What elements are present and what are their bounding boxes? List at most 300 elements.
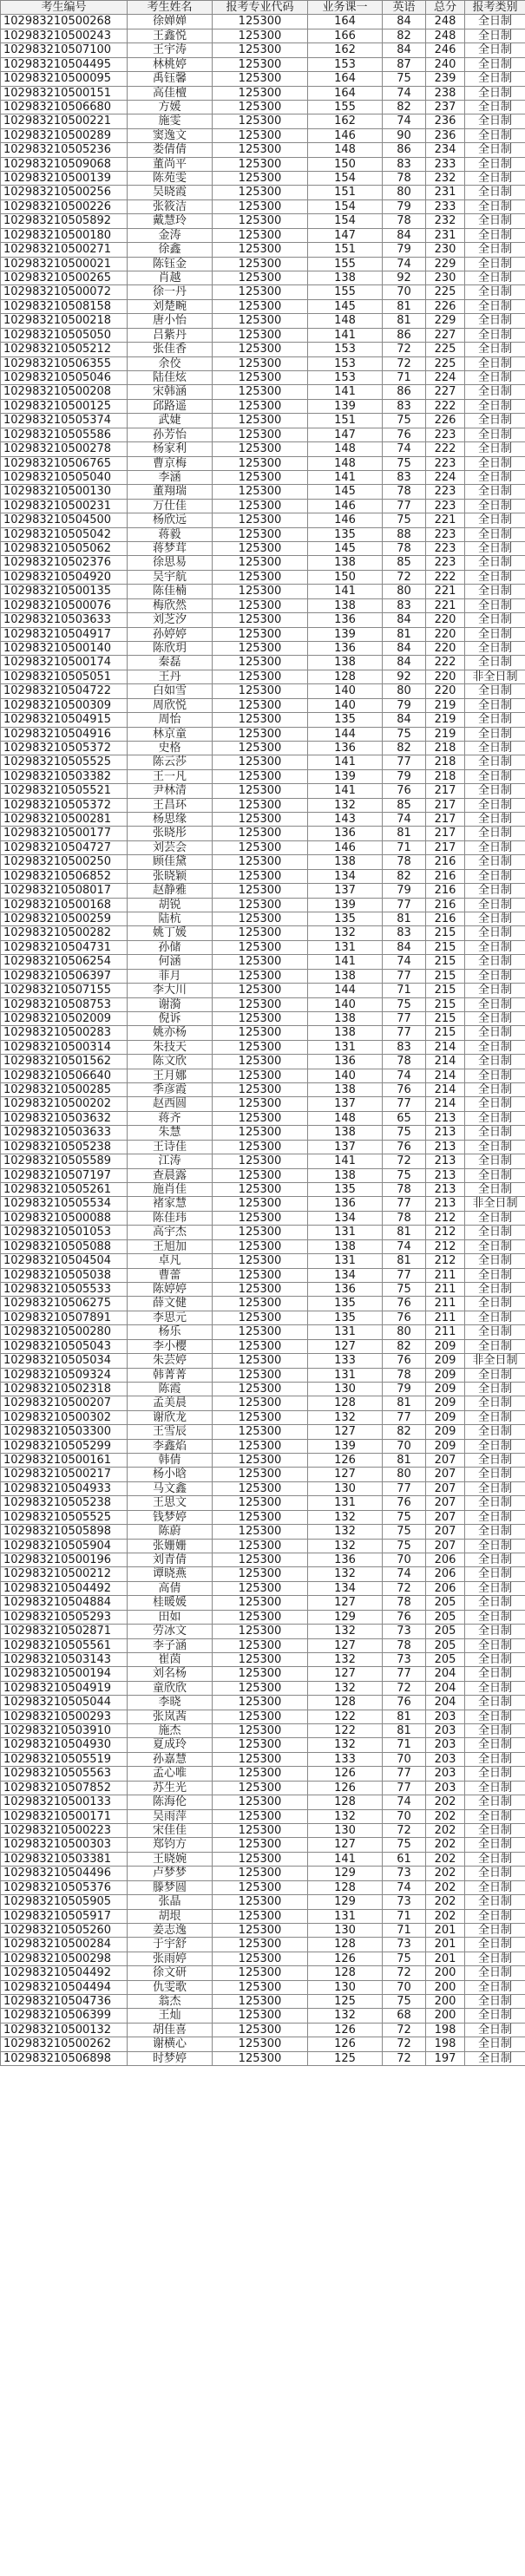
cell-total-score: 222	[426, 400, 465, 414]
cell-study-type: 全日制	[465, 955, 525, 969]
cell-major-code: 125300	[213, 428, 308, 442]
cell-subject-one-score: 146	[308, 841, 383, 855]
cell-candidate-name: 杨欣远	[128, 513, 213, 527]
cell-total-score: 202	[426, 1795, 465, 1809]
cell-study-type: 全日制	[465, 899, 525, 912]
cell-major-code: 125300	[213, 1924, 308, 1938]
cell-subject-one-score: 151	[308, 414, 383, 428]
cell-english-score: 84	[383, 15, 426, 29]
cell-candidate-id: 102983210509068	[1, 158, 128, 172]
cell-study-type: 全日制	[465, 571, 525, 585]
cell-english-score: 73	[383, 1895, 426, 1909]
cell-english-score: 79	[383, 770, 426, 784]
cell-english-score: 77	[383, 1026, 426, 1040]
cell-english-score: 76	[383, 1696, 426, 1710]
cell-candidate-name: 马文鑫	[128, 1482, 213, 1496]
cell-english-score: 84	[383, 656, 426, 670]
cell-subject-one-score: 129	[308, 1611, 383, 1625]
cell-candidate-name: 姚丁媛	[128, 926, 213, 940]
cell-total-score: 215	[426, 955, 465, 969]
cell-study-type: 全日制	[465, 926, 525, 940]
cell-english-score: 75	[383, 1995, 426, 2009]
cell-total-score: 229	[426, 258, 465, 271]
cell-total-score: 223	[426, 485, 465, 499]
cell-english-score: 81	[383, 300, 426, 314]
cell-english-score: 72	[383, 1582, 426, 1596]
cell-total-score: 211	[426, 1297, 465, 1311]
cell-english-score: 82	[383, 29, 426, 43]
cell-subject-one-score: 126	[308, 1952, 383, 1966]
cell-subject-one-score: 145	[308, 542, 383, 556]
cell-candidate-id: 102983210500221	[1, 114, 128, 128]
cell-study-type: 全日制	[465, 114, 525, 128]
cell-candidate-id: 102983210507891	[1, 1311, 128, 1325]
cell-candidate-id: 102983210500289	[1, 129, 128, 143]
cell-study-type: 全日制	[465, 1340, 525, 1354]
cell-study-type: 全日制	[465, 343, 525, 356]
cell-major-code: 125300	[213, 1197, 308, 1211]
cell-total-score: 215	[426, 998, 465, 1012]
cell-candidate-name: 王宇涛	[128, 43, 213, 57]
cell-candidate-id: 102983210503632	[1, 1112, 128, 1126]
cell-candidate-id: 102983210505299	[1, 1440, 128, 1454]
cell-english-score: 72	[383, 1682, 426, 1696]
cell-subject-one-score: 134	[308, 870, 383, 884]
cell-english-score: 83	[383, 1041, 426, 1055]
cell-subject-one-score: 137	[308, 1097, 383, 1111]
cell-candidate-id: 102983210500076	[1, 599, 128, 613]
cell-total-score: 224	[426, 371, 465, 385]
cell-candidate-name: 刘芸会	[128, 841, 213, 855]
cell-study-type: 全日制	[465, 87, 525, 101]
cell-study-type: 全日制	[465, 2009, 525, 2023]
header-total-score: 总分	[426, 1, 465, 15]
cell-subject-one-score: 128	[308, 1881, 383, 1895]
cell-study-type: 全日制	[465, 755, 525, 769]
cell-candidate-name: 卓凡	[128, 1254, 213, 1268]
cell-study-type: 全日制	[465, 357, 525, 371]
cell-total-score: 209	[426, 1340, 465, 1354]
cell-candidate-id: 102983210500088	[1, 1212, 128, 1226]
cell-candidate-id: 102983210505374	[1, 414, 128, 428]
cell-study-type: 全日制	[465, 599, 525, 613]
cell-english-score: 71	[383, 371, 426, 385]
cell-major-code: 125300	[213, 1169, 308, 1183]
cell-major-code: 125300	[213, 813, 308, 827]
cell-subject-one-score: 126	[308, 1767, 383, 1781]
cell-candidate-name: 王雪辰	[128, 1425, 213, 1439]
cell-candidate-id: 102983210504736	[1, 1995, 128, 2009]
cell-english-score: 71	[383, 984, 426, 997]
cell-total-score: 212	[426, 1212, 465, 1226]
cell-total-score: 214	[426, 1069, 465, 1083]
cell-subject-one-score: 131	[308, 1254, 383, 1268]
cell-subject-one-score: 145	[308, 300, 383, 314]
cell-total-score: 203	[426, 1724, 465, 1738]
cell-study-type: 全日制	[465, 1482, 525, 1496]
cell-candidate-name: 姚亦杨	[128, 1026, 213, 1040]
cell-major-code: 125300	[213, 1782, 308, 1795]
cell-candidate-name: 顾佳黛	[128, 855, 213, 869]
cell-candidate-name: 肖越	[128, 271, 213, 285]
cell-major-code: 125300	[213, 1895, 308, 1909]
cell-candidate-id: 102983210500207	[1, 1396, 128, 1410]
cell-subject-one-score: 131	[308, 1369, 383, 1383]
cell-total-score: 205	[426, 1596, 465, 1610]
cell-study-type: 全日制	[465, 513, 525, 527]
cell-major-code: 125300	[213, 243, 308, 257]
cell-major-code: 125300	[213, 1297, 308, 1311]
cell-subject-one-score: 136	[308, 613, 383, 627]
cell-english-score: 70	[383, 1981, 426, 1995]
cell-major-code: 125300	[213, 1553, 308, 1567]
cell-total-score: 218	[426, 755, 465, 769]
cell-total-score: 217	[426, 827, 465, 840]
cell-total-score: 233	[426, 200, 465, 214]
cell-study-type: 全日制	[465, 485, 525, 499]
cell-english-score: 77	[383, 1197, 426, 1211]
cell-candidate-name: 李鑫焰	[128, 1440, 213, 1454]
cell-candidate-name: 褚家慧	[128, 1197, 213, 1211]
cell-subject-one-score: 132	[308, 1625, 383, 1638]
cell-candidate-id: 102983210500262	[1, 2037, 128, 2051]
cell-major-code: 125300	[213, 1881, 308, 1895]
cell-total-score: 207	[426, 1496, 465, 1510]
cell-major-code: 125300	[213, 1810, 308, 1824]
cell-study-type: 非全日制	[465, 1354, 525, 1368]
cell-english-score: 82	[383, 870, 426, 884]
cell-english-score: 79	[383, 699, 426, 713]
cell-total-score: 207	[426, 1525, 465, 1539]
cell-candidate-id: 102983210500180	[1, 229, 128, 243]
cell-candidate-name: 何涵	[128, 955, 213, 969]
cell-total-score: 216	[426, 912, 465, 926]
cell-candidate-id: 102983210505533	[1, 1283, 128, 1297]
cell-candidate-id: 102983210500302	[1, 1411, 128, 1425]
cell-candidate-id: 102983210505238	[1, 1496, 128, 1510]
cell-major-code: 125300	[213, 200, 308, 214]
cell-subject-one-score: 136	[308, 1553, 383, 1567]
cell-candidate-name: 谢横心	[128, 2037, 213, 2051]
cell-candidate-name: 倪诉	[128, 1012, 213, 1026]
cell-total-score: 220	[426, 613, 465, 627]
cell-subject-one-score: 148	[308, 442, 383, 456]
cell-study-type: 全日制	[465, 1981, 525, 1995]
cell-total-score: 202	[426, 1895, 465, 1909]
cell-english-score: 83	[383, 158, 426, 172]
cell-english-score: 70	[383, 1553, 426, 1567]
cell-candidate-name: 高佳檀	[128, 87, 213, 101]
cell-major-code: 125300	[213, 72, 308, 86]
cell-candidate-name: 吴晓霞	[128, 186, 213, 199]
cell-english-score: 74	[383, 1240, 426, 1254]
cell-total-score: 214	[426, 1083, 465, 1097]
cell-subject-one-score: 135	[308, 912, 383, 926]
cell-candidate-name: 仇雯歌	[128, 1981, 213, 1995]
cell-study-type: 全日制	[465, 1212, 525, 1226]
cell-candidate-id: 102983210504919	[1, 1682, 128, 1696]
cell-subject-one-score: 128	[308, 1966, 383, 1980]
cell-candidate-id: 102983210506640	[1, 1069, 128, 1083]
cell-candidate-name: 薛文健	[128, 1297, 213, 1311]
cell-candidate-name: 菲月	[128, 970, 213, 984]
cell-candidate-id: 102983210502871	[1, 1625, 128, 1638]
cell-english-score: 78	[383, 542, 426, 556]
cell-major-code: 125300	[213, 229, 308, 243]
cell-total-score: 205	[426, 1653, 465, 1667]
cell-total-score: 211	[426, 1269, 465, 1283]
cell-subject-one-score: 134	[308, 1582, 383, 1596]
cell-english-score: 79	[383, 1383, 426, 1396]
cell-subject-one-score: 136	[308, 1283, 383, 1297]
cell-candidate-id: 102983210500140	[1, 642, 128, 656]
cell-subject-one-score: 154	[308, 172, 383, 186]
cell-subject-one-score: 135	[308, 713, 383, 727]
cell-english-score: 77	[383, 1269, 426, 1283]
cell-study-type: 全日制	[465, 1126, 525, 1140]
cell-subject-one-score: 130	[308, 1383, 383, 1396]
cell-english-score: 85	[383, 556, 426, 570]
cell-major-code: 125300	[213, 1283, 308, 1297]
cell-subject-one-score: 151	[308, 243, 383, 257]
cell-study-type: 全日制	[465, 1767, 525, 1781]
cell-candidate-name: 宋韩涵	[128, 385, 213, 399]
cell-major-code: 125300	[213, 912, 308, 926]
cell-candidate-name: 苏生光	[128, 1782, 213, 1795]
cell-subject-one-score: 139	[308, 1440, 383, 1454]
cell-study-type: 全日制	[465, 1440, 525, 1454]
cell-candidate-name: 刘青倩	[128, 1553, 213, 1567]
cell-major-code: 125300	[213, 442, 308, 456]
cell-candidate-id: 102983210505534	[1, 1197, 128, 1211]
cell-total-score: 218	[426, 742, 465, 755]
cell-total-score: 202	[426, 1838, 465, 1852]
cell-candidate-name: 白如雪	[128, 684, 213, 698]
cell-candidate-name: 娄倩倩	[128, 143, 213, 157]
cell-total-score: 223	[426, 457, 465, 471]
cell-total-score: 215	[426, 941, 465, 955]
cell-candidate-name: 朱芸婷	[128, 1354, 213, 1368]
cell-candidate-id: 102983210500268	[1, 15, 128, 29]
cell-study-type: 全日制	[465, 1283, 525, 1297]
cell-total-score: 202	[426, 1853, 465, 1867]
cell-major-code: 125300	[213, 1496, 308, 1510]
cell-total-score: 214	[426, 1097, 465, 1111]
cell-major-code: 125300	[213, 1325, 308, 1339]
cell-candidate-id: 102983210505042	[1, 528, 128, 542]
cell-study-type: 全日制	[465, 72, 525, 86]
cell-english-score: 82	[383, 101, 426, 114]
cell-subject-one-score: 150	[308, 571, 383, 585]
cell-study-type: 全日制	[465, 314, 525, 328]
cell-study-type: 全日制	[465, 1396, 525, 1410]
cell-total-score: 205	[426, 1639, 465, 1653]
cell-english-score: 72	[383, 1824, 426, 1838]
cell-english-score: 77	[383, 1482, 426, 1496]
cell-english-score: 72	[383, 343, 426, 356]
cell-total-score: 227	[426, 385, 465, 399]
cell-candidate-name: 曹京梅	[128, 457, 213, 471]
cell-study-type: 全日制	[465, 2052, 525, 2066]
cell-subject-one-score: 148	[308, 457, 383, 471]
cell-english-score: 81	[383, 1396, 426, 1410]
cell-candidate-name: 王月娜	[128, 1069, 213, 1083]
cell-english-score: 83	[383, 400, 426, 414]
cell-candidate-name: 朱技天	[128, 1041, 213, 1055]
cell-candidate-id: 102983210500151	[1, 87, 128, 101]
cell-study-type: 全日制	[465, 1325, 525, 1339]
cell-study-type: 全日制	[465, 1738, 525, 1752]
cell-subject-one-score: 144	[308, 984, 383, 997]
cell-total-score: 202	[426, 1910, 465, 1924]
cell-english-score: 81	[383, 628, 426, 642]
cell-english-score: 74	[383, 1567, 426, 1581]
cell-total-score: 219	[426, 699, 465, 713]
cell-english-score: 75	[383, 1126, 426, 1140]
cell-major-code: 125300	[213, 2024, 308, 2037]
cell-major-code: 125300	[213, 1154, 308, 1168]
cell-major-code: 125300	[213, 1682, 308, 1696]
cell-subject-one-score: 133	[308, 1753, 383, 1767]
cell-subject-one-score: 151	[308, 186, 383, 199]
cell-candidate-name: 夏成玲	[128, 1738, 213, 1752]
cell-candidate-name: 王一凡	[128, 770, 213, 784]
cell-candidate-id: 102983210500265	[1, 271, 128, 285]
cell-english-score: 75	[383, 513, 426, 527]
cell-subject-one-score: 155	[308, 101, 383, 114]
cell-subject-one-score: 138	[308, 271, 383, 285]
cell-subject-one-score: 131	[308, 1910, 383, 1924]
cell-study-type: 全日制	[465, 1297, 525, 1311]
cell-subject-one-score: 127	[308, 1639, 383, 1653]
cell-subject-one-score: 135	[308, 1183, 383, 1197]
cell-total-score: 216	[426, 884, 465, 898]
cell-candidate-id: 102983210504917	[1, 628, 128, 642]
cell-candidate-id: 102983210500171	[1, 1810, 128, 1824]
cell-study-type: 全日制	[465, 1183, 525, 1197]
cell-candidate-id: 102983210505046	[1, 371, 128, 385]
cell-english-score: 77	[383, 1782, 426, 1795]
cell-candidate-name: 董翔瑞	[128, 485, 213, 499]
cell-english-score: 71	[383, 1738, 426, 1752]
cell-study-type: 全日制	[465, 1026, 525, 1040]
cell-total-score: 207	[426, 1482, 465, 1496]
cell-candidate-id: 102983210507155	[1, 984, 128, 997]
cell-study-type: 全日制	[465, 528, 525, 542]
cell-subject-one-score: 140	[308, 699, 383, 713]
cell-major-code: 125300	[213, 1454, 308, 1468]
cell-english-score: 74	[383, 114, 426, 128]
cell-english-score: 78	[383, 1183, 426, 1197]
cell-english-score: 73	[383, 1625, 426, 1638]
cell-subject-one-score: 126	[308, 2024, 383, 2037]
cell-subject-one-score: 131	[308, 1496, 383, 1510]
cell-major-code: 125300	[213, 101, 308, 114]
cell-candidate-id: 102983210505034	[1, 1354, 128, 1368]
cell-candidate-id: 102983210505293	[1, 1611, 128, 1625]
cell-study-type: 全日制	[465, 1838, 525, 1852]
cell-candidate-name: 劳冰文	[128, 1625, 213, 1638]
cell-candidate-id: 102983210505238	[1, 1141, 128, 1154]
cell-candidate-id: 102983210500168	[1, 899, 128, 912]
cell-candidate-id: 102983210504492	[1, 1582, 128, 1596]
cell-study-type: 全日制	[465, 471, 525, 485]
cell-study-type: 全日制	[465, 1625, 525, 1638]
cell-candidate-id: 102983210503382	[1, 770, 128, 784]
cell-candidate-id: 102983210500135	[1, 585, 128, 598]
cell-candidate-id: 102983210504933	[1, 1482, 128, 1496]
cell-english-score: 72	[383, 2037, 426, 2051]
cell-total-score: 217	[426, 841, 465, 855]
cell-total-score: 230	[426, 271, 465, 285]
cell-candidate-id: 102983210506765	[1, 457, 128, 471]
cell-major-code: 125300	[213, 1596, 308, 1610]
cell-english-score: 77	[383, 970, 426, 984]
cell-candidate-id: 102983210505088	[1, 1240, 128, 1254]
cell-major-code: 125300	[213, 87, 308, 101]
cell-english-score: 84	[383, 613, 426, 627]
cell-study-type: 全日制	[465, 1696, 525, 1710]
cell-candidate-id: 102983210500226	[1, 200, 128, 214]
cell-total-score: 209	[426, 1440, 465, 1454]
cell-candidate-id: 102983210505260	[1, 1924, 128, 1938]
cell-study-type: 全日制	[465, 1724, 525, 1738]
cell-major-code: 125300	[213, 1753, 308, 1767]
cell-major-code: 125300	[213, 172, 308, 186]
cell-study-type: 全日制	[465, 1966, 525, 1980]
cell-total-score: 209	[426, 1411, 465, 1425]
cell-candidate-id: 102983210505051	[1, 670, 128, 684]
cell-total-score: 200	[426, 1966, 465, 1980]
cell-candidate-id: 102983210505519	[1, 1753, 128, 1767]
cell-english-score: 78	[383, 485, 426, 499]
cell-subject-one-score: 130	[308, 1824, 383, 1838]
cell-subject-one-score: 145	[308, 485, 383, 499]
cell-total-score: 209	[426, 1396, 465, 1410]
cell-subject-one-score: 129	[308, 1867, 383, 1880]
cell-candidate-name: 孙储	[128, 941, 213, 955]
cell-study-type: 全日制	[465, 841, 525, 855]
cell-total-score: 206	[426, 1582, 465, 1596]
cell-candidate-id: 102983210505038	[1, 1269, 128, 1283]
cell-study-type: 全日制	[465, 1169, 525, 1183]
cell-major-code: 125300	[213, 1112, 308, 1126]
cell-total-score: 213	[426, 1197, 465, 1211]
cell-study-type: 全日制	[465, 542, 525, 556]
cell-study-type: 全日制	[465, 1895, 525, 1909]
cell-subject-one-score: 136	[308, 642, 383, 656]
cell-study-type: 全日制	[465, 1582, 525, 1596]
cell-study-type: 全日制	[465, 2024, 525, 2037]
cell-english-score: 75	[383, 72, 426, 86]
cell-major-code: 125300	[213, 528, 308, 542]
cell-study-type: 全日制	[465, 1369, 525, 1383]
cell-candidate-name: 戴慧玲	[128, 214, 213, 228]
cell-english-score: 74	[383, 87, 426, 101]
cell-subject-one-score: 131	[308, 1041, 383, 1055]
cell-subject-one-score: 129	[308, 1895, 383, 1909]
header-english-score: 英语	[383, 1, 426, 15]
cell-total-score: 223	[426, 556, 465, 570]
cell-english-score: 71	[383, 841, 426, 855]
cell-english-score: 70	[383, 1810, 426, 1824]
cell-candidate-id: 102983210503381	[1, 1853, 128, 1867]
cell-major-code: 125300	[213, 542, 308, 556]
cell-candidate-name: 史格	[128, 742, 213, 755]
cell-subject-one-score: 132	[308, 1511, 383, 1525]
cell-english-score: 79	[383, 884, 426, 898]
cell-major-code: 125300	[213, 1667, 308, 1681]
